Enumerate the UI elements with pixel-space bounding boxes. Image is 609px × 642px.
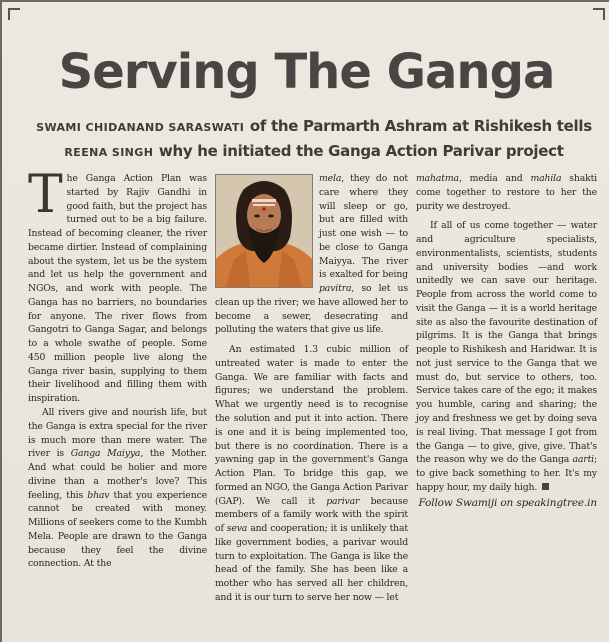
paragraph-3: An estimated 1.3 cubic million of untreated water is made to enter the Ganga. We are familiar with facts and figures; we understand the problem. What we urgently need is to recognise the solution and put it into action. There is one and it is being implemented too, but there is no coordination. There is a yawning gap in the government's Ganga Action Plan. To bridge this gap, we formed an NGO, the Ganga Action Parivar (GAP). We call it parivar because members of a family work with the spirit of seva and cooperation; it is unlikely that like government bodies, a parivar would turn to exploitation. The Ganga is like the head of the family. She has been like a mother who has served all her children, and it is our turn to serve her now — let bbox=[215, 344, 408, 603]
swamiji-portrait-photo bbox=[215, 174, 313, 288]
paragraph-1: The Ganga Action Plan was started by Rajiv Gandhi in good faith, but the project has turned out to be a big failure. Instead of becoming cleaner, the river became dirtier. Instead of complaining about the system, let us be the system and let us help the government and NGOs, and work with people. The Ganga has no barriers, no boundaries for anyone. The river flows from Gangotri to Ganga Sagar, and belongs to a whole swathe of people. Some 450 million people live along the Ganga river basin, supplying to them their livelihood and filling them with inspiration. bbox=[28, 165, 207, 405]
article-column-2 bbox=[215, 172, 408, 605]
paragraph-2: All rivers give and nourish life, but the Ganga is extra special for the river is much more than mere water. The river is Ganga Maiyya, the Mother. And what could be holier and more divine than a mother's love? This feeling, this bhav that you experience cannot be created with money. Millions of seekers come to the Kumbh Mela. People are drawn to the Ganga because they feel the divine connection. At the bbox=[28, 407, 207, 570]
crop-mark-top-left bbox=[8, 8, 20, 20]
paragraph-3-cont: mahatma, media and mahila shakti come together to restore to her the purity we destroyed. bbox=[416, 173, 597, 212]
deck-line1-rest: of the Parmarth Ashram at Rishikesh tells bbox=[249, 117, 592, 135]
signoff: Follow Swamiji on speakingtree.in bbox=[418, 496, 597, 509]
deck-line-2 bbox=[24, 139, 604, 164]
drop-cap: T bbox=[28, 165, 63, 225]
deck-line-1 bbox=[24, 114, 604, 139]
article-column-3 bbox=[416, 172, 597, 510]
deck-line2-rest: why he initiated the Ganga Action Parivar project bbox=[158, 142, 564, 160]
deck-author: SWAMI CHIDANAND SARASWATI bbox=[36, 121, 245, 134]
deck-interviewer: REENA SINGH bbox=[64, 146, 154, 159]
end-mark-icon bbox=[542, 483, 549, 490]
paragraph-4: If all of us come together — water and agriculture specialists, environmentalists, scientists, students and university bodies —and work unitedly we can save our heritage. People from across the world come to visit the Ganga — it is a world heritage site as also the favourite destination of pilgrims. It is the Ganga that brings people to Rishikesh and Haridwar. It is not just service to the Ganga that we must do, but service to others, too. Service takes care of the ego; it makes you humble, caring and sharing; the joy and freshness we get by doing seva is real living. That message I got from the Ganga — to give, give, give. That's the reason why we do the Ganga aarti; to give back something to her. It's my happy hour, my daily high. bbox=[416, 220, 597, 493]
article-column-1 bbox=[28, 165, 207, 571]
headline: Serving The Ganga bbox=[58, 44, 555, 100]
crop-mark-top-right bbox=[593, 8, 605, 20]
deck bbox=[24, 114, 604, 164]
paragraph-2-cont: mela, they do not care where they will sleep or go, but are filled with just one wish — to be close to Ganga Maiyya. The river is exalted for being pavitra, so let us clean up the river; we have allowed her to become a sewer, desecrating and polluting the waters that give us life. bbox=[215, 173, 408, 336]
